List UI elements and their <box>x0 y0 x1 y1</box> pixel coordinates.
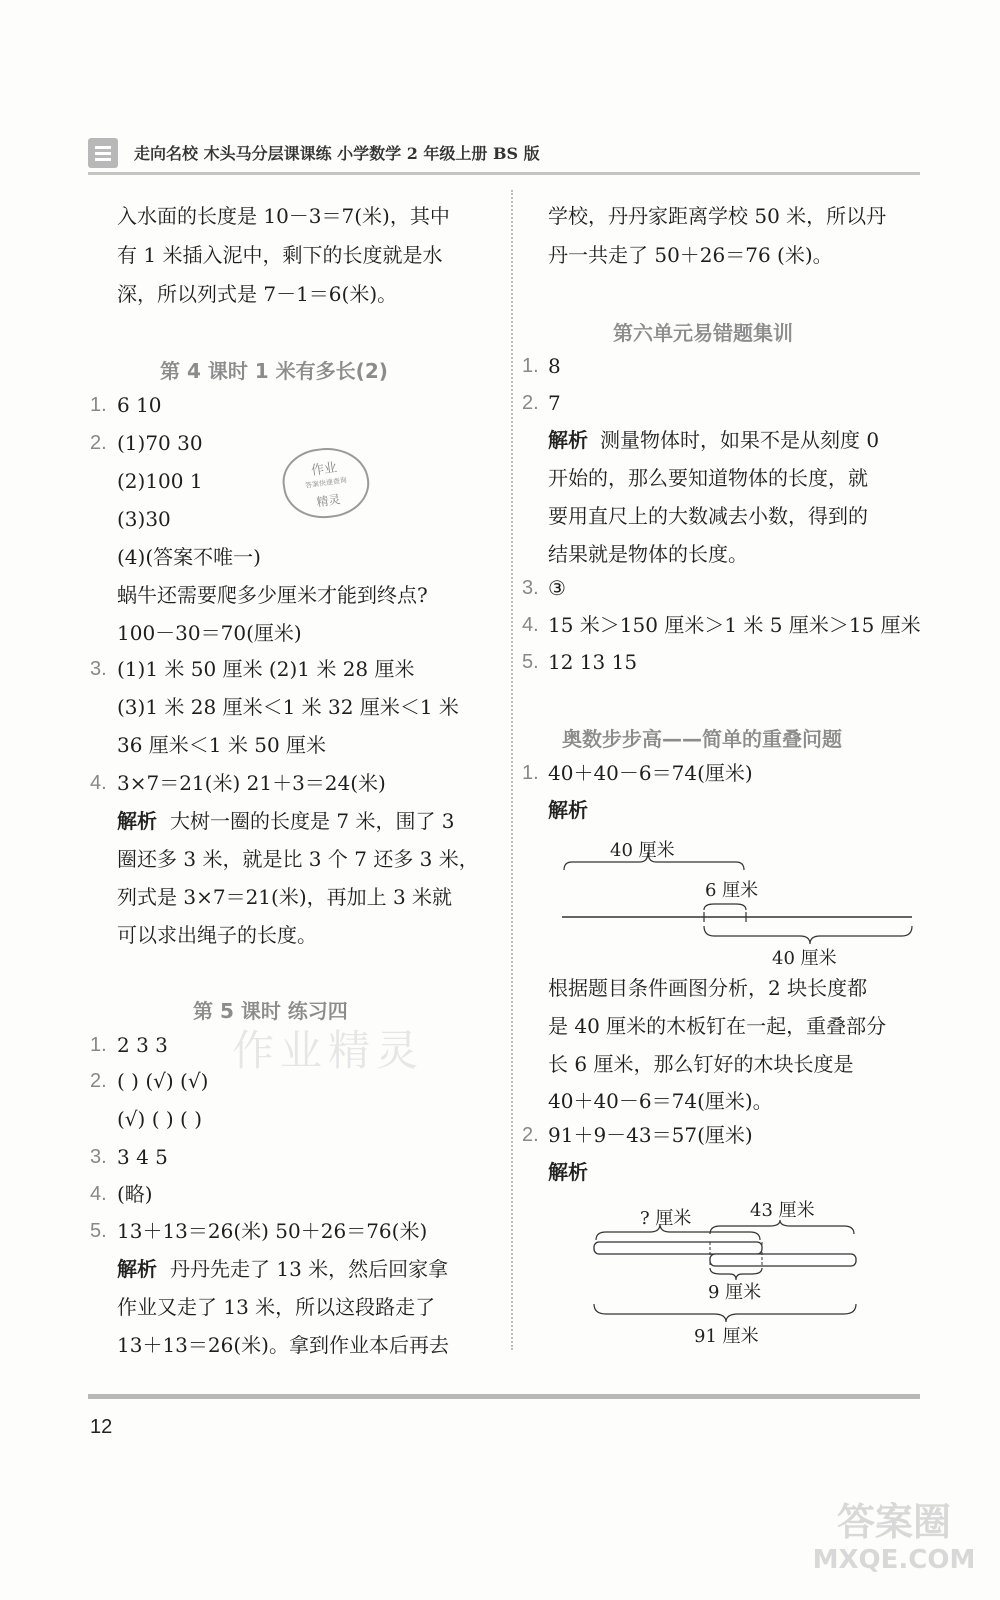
analysis-label: 解析 <box>117 1257 157 1281</box>
question-number: 5. <box>90 1220 107 1242</box>
answer: 15 米＞150 厘米＞1 米 5 厘米＞15 厘米 <box>548 613 921 637</box>
continuation-line: 学校，丹丹家距离学校 50 米，所以丹 <box>548 204 887 228</box>
diagram-label-overlap: 6 厘米 <box>705 880 759 901</box>
answer: 3 4 5 <box>117 1145 168 1169</box>
answer: (3)1 米 28 厘米＜1 米 32 厘米＜1 米 <box>117 695 459 719</box>
column-divider <box>511 190 513 1350</box>
question-number: 1. <box>90 394 107 416</box>
diagram-label-top: 40 厘米 <box>610 840 675 861</box>
running-header <box>88 138 920 172</box>
answer: (1)70 30 <box>117 431 203 455</box>
explanation-line: 丹丹先走了 13 米，然后回家拿 <box>170 1257 449 1281</box>
question-number: 4. <box>90 772 107 794</box>
answer: (略) <box>117 1182 153 1206</box>
explanation-line: 作业又走了 13 米，所以这段路走了 <box>117 1295 436 1319</box>
answer: (4)(答案不唯一) <box>117 545 261 569</box>
brand-watermark: 答案圈 MXQE.COM <box>812 1500 976 1575</box>
explanation-line: 结果就是物体的长度。 <box>548 542 748 566</box>
question-number: 2. <box>522 1124 539 1146</box>
answer: (1)1 米 50 厘米 (2)1 米 28 厘米 <box>117 657 415 681</box>
footer-rule <box>88 1394 920 1399</box>
answer: 12 13 15 <box>548 650 638 674</box>
explanation-line: 13＋13＝26(米)。拿到作业本后再去 <box>117 1333 449 1357</box>
answer: (√) ( ) ( ) <box>117 1107 202 1131</box>
watermark: 作业精灵 <box>232 1026 425 1075</box>
answer: 91＋9－43＝57(厘米) <box>548 1123 753 1147</box>
book-icon <box>88 138 118 168</box>
explanation-line: 是 40 厘米的木板钉在一起，重叠部分 <box>548 1014 887 1038</box>
overlap-diagram-2 <box>580 1194 880 1348</box>
explanation-line: 根据题目条件画图分析，2 块长度都 <box>548 976 868 1000</box>
diagram-label-43: 43 厘米 <box>750 1200 815 1221</box>
answer: ③ <box>548 576 566 600</box>
diagram-label-91: 91 厘米 <box>694 1326 759 1347</box>
bar-left <box>594 1242 762 1254</box>
question-number: 1. <box>522 355 539 377</box>
question-number: 1. <box>522 762 539 784</box>
explanation-line: 开始的，那么要知道物体的长度，就 <box>548 466 868 490</box>
analysis-label: 解析 <box>548 1160 588 1184</box>
answer: ( ) (√) (√) <box>117 1069 209 1093</box>
page-number: 12 <box>90 1416 113 1438</box>
answer: 100－30＝70(厘米) <box>117 621 302 645</box>
answer: (2)100 1 <box>117 469 203 493</box>
intro-line: 入水面的长度是 10－3＝7(米)，其中 <box>117 204 450 228</box>
bar-right <box>710 1254 856 1266</box>
section-title-lesson4: 第 4 课时 1 米有多长(2) <box>160 359 388 383</box>
diagram-label-9: 9 厘米 <box>708 1282 762 1303</box>
header-title: 走向名校 木头马分层课课练 小学数学 2 年级上册 BS 版 <box>134 144 540 163</box>
answer: 7 <box>548 391 561 415</box>
intro-line: 深，所以列式是 7－1＝6(米)。 <box>117 282 398 306</box>
question-number: 2. <box>90 1070 107 1092</box>
question-number: 4. <box>522 614 539 636</box>
answer: 40＋40－6＝74(厘米) <box>548 761 753 785</box>
explanation-line: 大树一圈的长度是 7 米，围了 3 <box>170 809 455 833</box>
explanation-line: 长 6 厘米，那么钉好的木块长度是 <box>548 1052 854 1076</box>
question-number: 3. <box>90 658 107 680</box>
question-number: 4. <box>90 1183 107 1205</box>
diagram-label-unknown: ? 厘米 <box>640 1208 692 1229</box>
analysis-label: 解析 <box>117 809 157 833</box>
header-rule <box>88 172 920 175</box>
explanation-line: 列式是 3×7＝21(米)，再加上 3 米就 <box>117 885 453 909</box>
answer: 3×7＝21(米) 21＋3＝24(米) <box>117 771 386 795</box>
explanation-line: 可以求出绳子的长度。 <box>117 923 317 947</box>
continuation-line: 丹一共走了 50＋26＝76 (米)。 <box>548 243 833 267</box>
question-number: 3. <box>90 1146 107 1168</box>
analysis-label: 解析 <box>548 428 588 452</box>
question-number: 2. <box>522 392 539 414</box>
section-title-unit6: 第六单元易错题集训 <box>613 321 793 345</box>
answer: 8 <box>548 354 561 378</box>
explanation-line: 圈还多 3 米，就是比 3 个 7 还多 3 米， <box>117 847 479 871</box>
section-title-lesson5: 第 5 课时 练习四 <box>193 999 348 1023</box>
question-number: 2. <box>90 432 107 454</box>
explanation-line: 要用直尺上的大数减去小数，得到的 <box>548 504 868 528</box>
answer: 13＋13＝26(米) 50＋26＝76(米) <box>117 1219 428 1243</box>
answer: 36 厘米＜1 米 50 厘米 <box>117 733 327 757</box>
explanation-line: 测量物体时，如果不是从刻度 0 <box>600 428 880 452</box>
section-title-olympiad: 奥数步步高——简单的重叠问题 <box>562 727 842 751</box>
answer: 6 10 <box>117 393 162 417</box>
answer: 蜗牛还需要爬多少厘米才能到终点? <box>117 583 428 607</box>
question-number: 1. <box>90 1034 107 1056</box>
answer: (3)30 <box>117 507 171 531</box>
overlap-diagram-1 <box>540 826 920 974</box>
question-number: 3. <box>522 577 539 599</box>
diagram-label-bottom: 40 厘米 <box>772 948 837 969</box>
explanation-line: 40＋40－6＝74(厘米)。 <box>548 1089 773 1113</box>
analysis-label: 解析 <box>548 798 588 822</box>
question-number: 5. <box>522 651 539 673</box>
intro-line: 有 1 米插入泥中，剩下的长度就是水 <box>117 243 443 267</box>
answer: 2 3 3 <box>117 1033 168 1057</box>
stamp-seal: 作业 答案快速查询 精灵 <box>279 442 374 523</box>
